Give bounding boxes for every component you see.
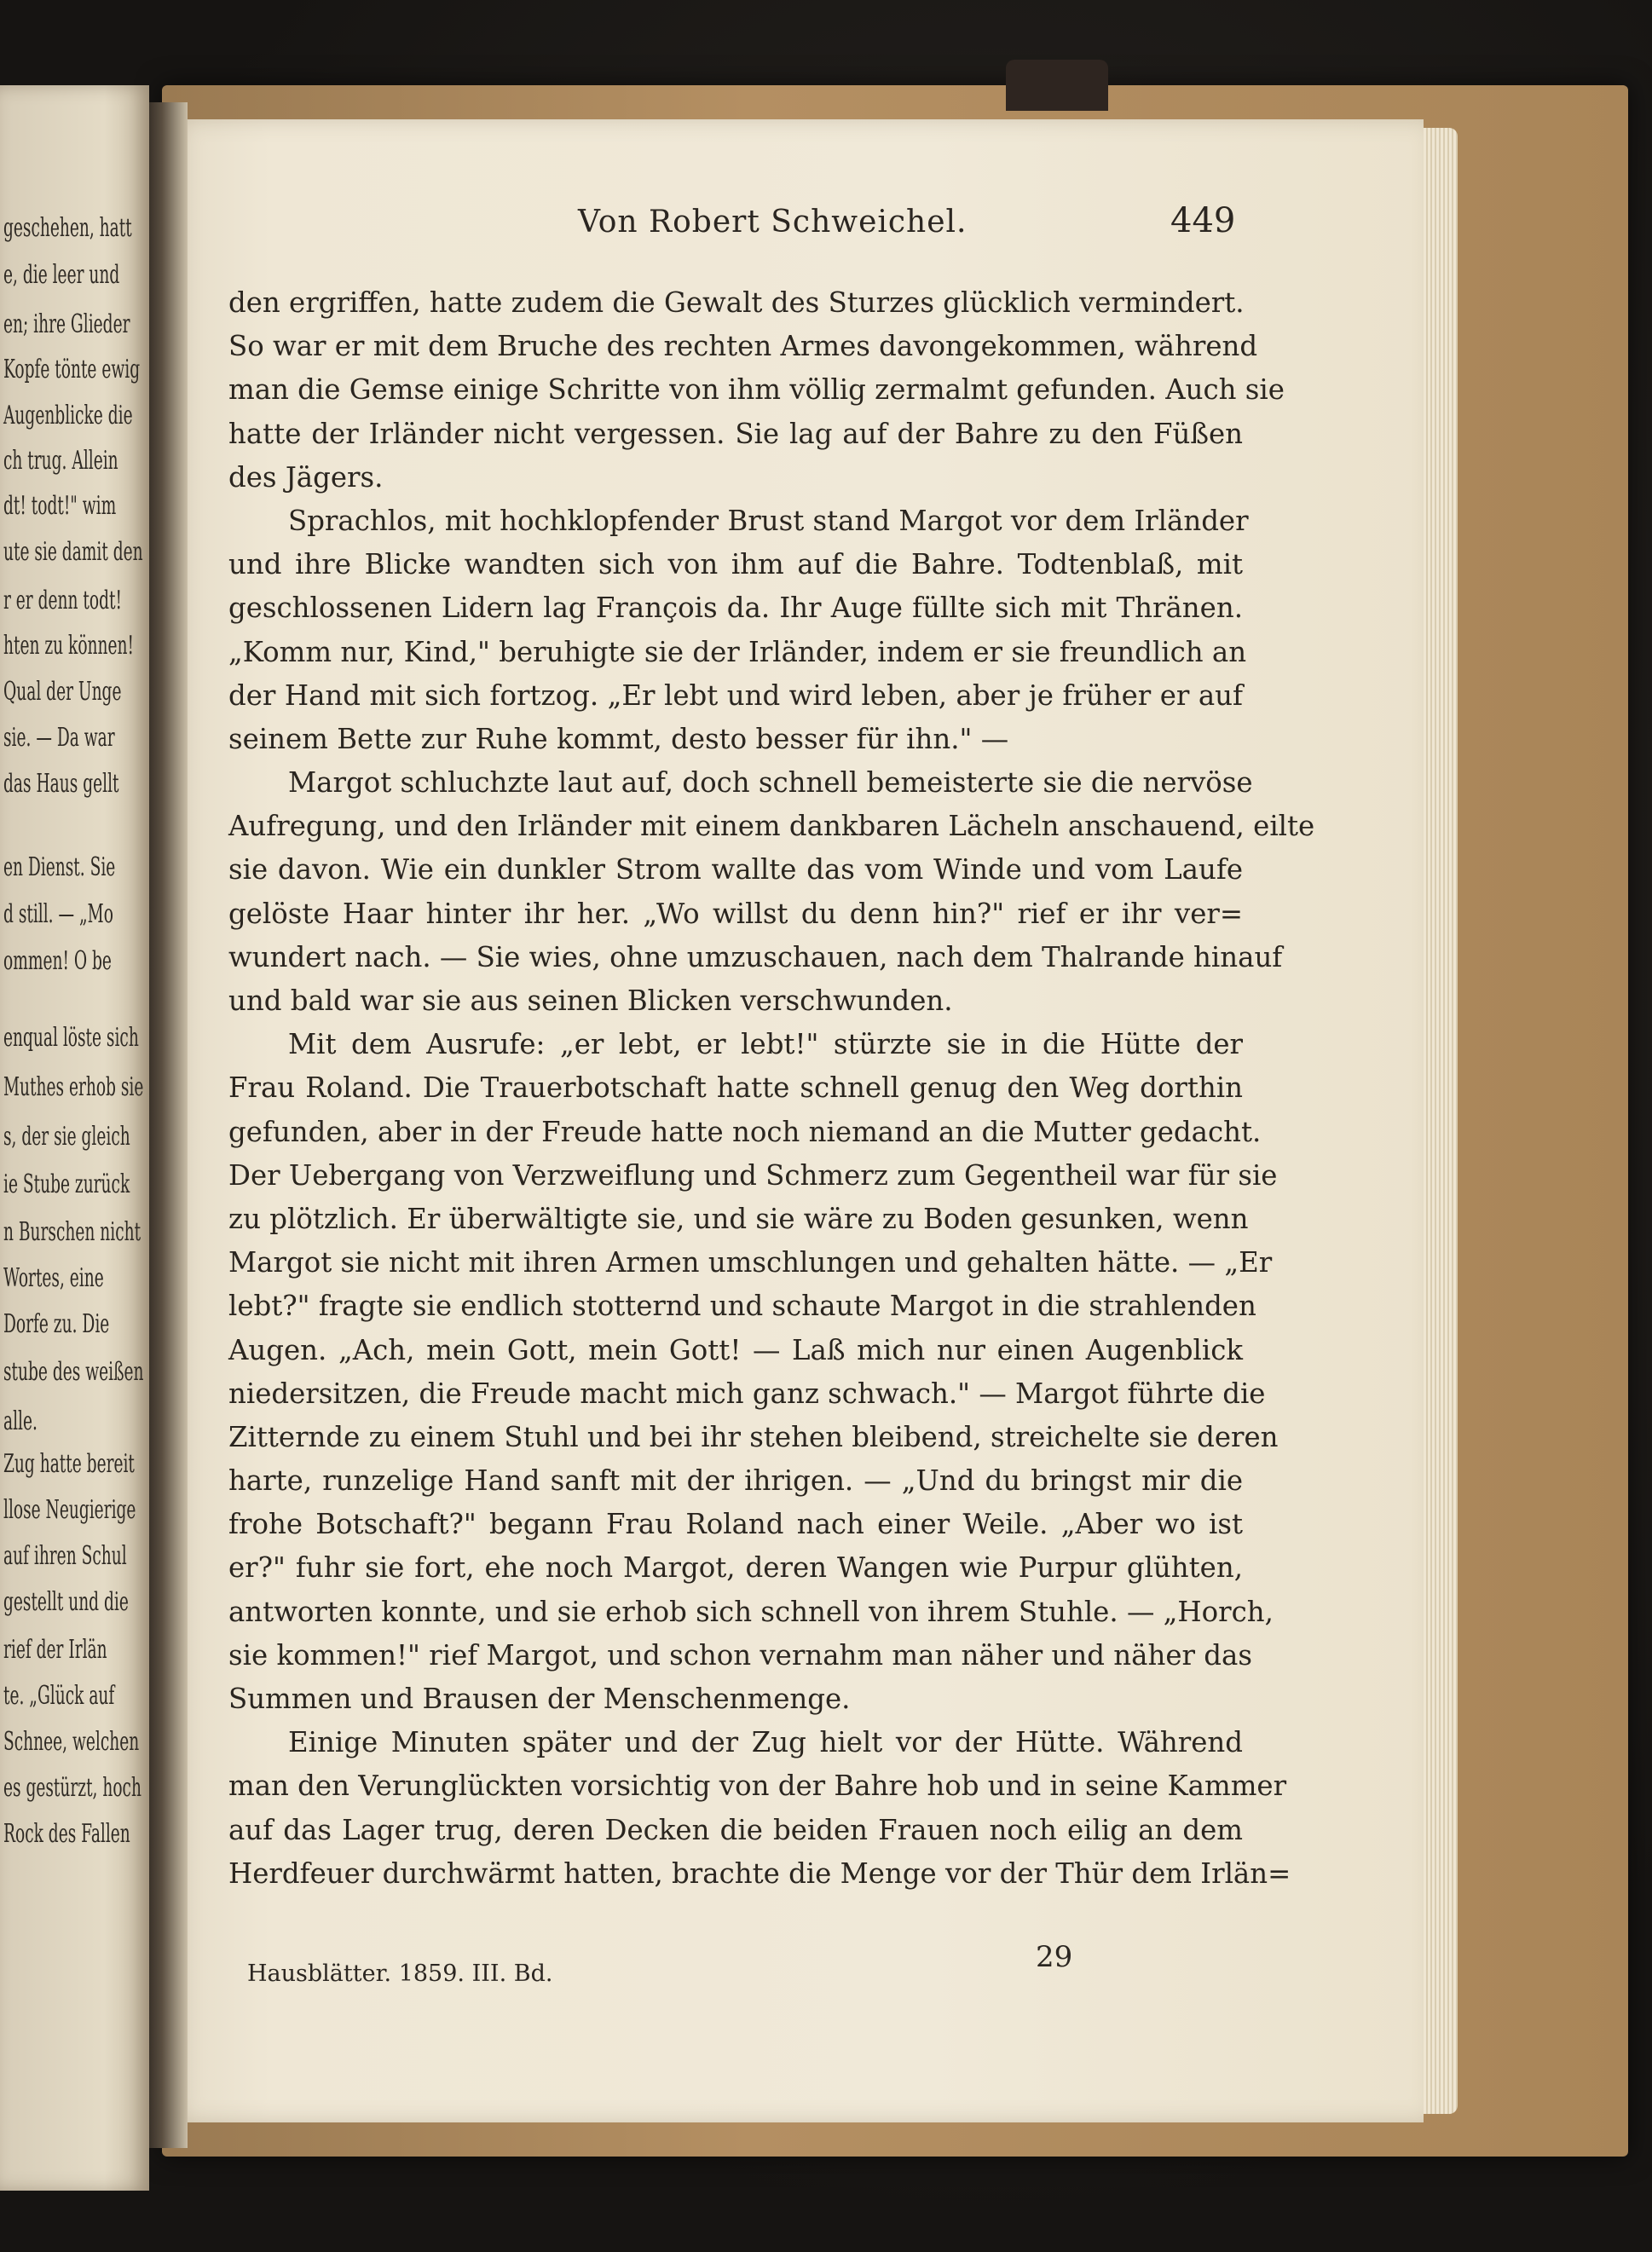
left-page-fragment: ie Stube zurück: [3, 1169, 130, 1199]
signature-mark: 29: [1036, 1940, 1073, 1974]
left-page-fragment: ommen! O be: [3, 946, 112, 976]
text-line: den ergriffen, hatte zudem die Gewalt des Sturzes glücklich vermindert.: [228, 286, 1245, 319]
text-line: Der Uebergang von Verzweiflung und Schmerz zum Gegentheil war für sie: [228, 1158, 1278, 1192]
text-line: geschlossenen Lidern lag François da. Ihr Auge füllte sich mit Thränen.: [228, 592, 1243, 625]
left-page-fragment: Wortes, eine: [3, 1263, 104, 1293]
text-line: und bald war sie aus seinen Blicken verschwunden.: [228, 985, 953, 1017]
left-page-fragment: enqual löste sich: [3, 1023, 139, 1053]
left-page-fragment: Schnee, welchen: [3, 1727, 140, 1757]
left-page-fragment: das Haus gellt: [3, 769, 119, 799]
left-page-fragment: Rock des Fallen: [3, 1819, 130, 1849]
text-line: seinem Bette zur Ruhe kommt, desto besser für ihn." —: [228, 722, 1009, 755]
publication-line: Hausblätter. 1859. III. Bd.: [247, 1960, 553, 1987]
text-line: und ihre Blicke wandten sich von ihm auf die Bahre. Todtenblaß, mit: [228, 548, 1243, 581]
left-page-fragment: r er denn todt!: [3, 586, 122, 615]
text-line: Aufregung, und den Irländer mit einem dankbaren Lächeln anschauend, eilte: [228, 810, 1315, 843]
body-text: [228, 281, 1315, 1896]
left-page-fragment: Qual der Unge: [3, 677, 122, 707]
left-page-fragment: dt! todt!" wim: [3, 491, 117, 521]
left-page-fragment: Muthes erhob sie: [3, 1072, 144, 1102]
text-line: Augen. „Ach, mein Gott, mein Gott! — Laß mich nur einen Augenblick: [228, 1333, 1243, 1366]
text-line: lebt?" fragte sie endlich stotternd und schaute Margot in die strahlenden: [228, 1290, 1256, 1323]
running-title: Von Robert Schweichel.: [578, 205, 968, 240]
text-line: hatte der Irländer nicht vergessen. Sie lag auf der Bahre zu den Füßen: [228, 417, 1243, 450]
left-page-fragment: Dorfe zu. Die: [3, 1309, 110, 1339]
text-line: wundert nach. — Sie wies, ohne umzuschauen, nach dem Thalrande hinauf: [228, 940, 1283, 973]
left-page-fragment: llose Neugierige: [3, 1495, 136, 1525]
left-page-fragment: es gestürzt, hoch: [3, 1773, 142, 1803]
text-line: sie davon. Wie ein dunkler Strom wallte das vom Winde und vom Laufe: [228, 853, 1243, 886]
text-line: niedersitzen, die Freude macht mich ganz schwach." — Margot führte die: [228, 1377, 1266, 1410]
text-line: man die Gemse einige Schritte von ihm völlig zermalmt gefunden. Auch sie: [228, 373, 1285, 407]
left-page-fragment: sie. — Da war: [3, 723, 115, 753]
left-page-fragment: ute sie damit den: [3, 537, 143, 567]
page-header: [237, 201, 1236, 256]
text-line: Zitternde zu einem Stuhl und bei ihr stehen bleibend, streichelte sie deren: [228, 1420, 1279, 1453]
left-page-fragment: auf ihren Schul: [3, 1541, 127, 1571]
text-line: gelöste Haar hinter ihr her. „Wo willst du denn hin?" rief er ihr ver=: [228, 897, 1243, 930]
text-line: Frau Roland. Die Trauerbotschaft hatte schnell genug den Weg dorthin: [228, 1071, 1243, 1105]
text-line: So war er mit dem Bruche des rechten Armes davongekommen, während: [228, 330, 1258, 363]
text-line: des Jägers.: [228, 460, 384, 494]
left-page-fragment: ch trug. Allein: [3, 446, 118, 476]
left-page-fragment: Kopfe tönte ewig: [3, 355, 141, 384]
left-page: [0, 85, 149, 2191]
text-line: der Hand mit sich fortzog. „Er lebt und wird leben, aber je früher er auf: [228, 678, 1243, 712]
left-page-fragment: hten zu können!: [3, 631, 134, 661]
text-line: er?" fuhr sie fort, ehe noch Margot, deren Wangen wie Purpur glühten,: [228, 1551, 1243, 1585]
text-line: antworten konnte, und sie erhob sich schnell von ihrem Stuhle. — „Horch,: [228, 1595, 1274, 1628]
left-page-fragment: te. „Glück auf: [3, 1681, 115, 1711]
left-page-fragment: rief der Irlän: [3, 1635, 107, 1665]
left-page-fragment: gestellt und die: [3, 1587, 129, 1617]
page-footer: [247, 1940, 1245, 2012]
text-line: auf das Lager trug, deren Decken die beiden Frauen noch eilig an dem: [228, 1813, 1243, 1846]
left-page-fragment: alle.: [3, 1406, 38, 1436]
text-line: Summen und Brausen der Menschenmenge.: [228, 1683, 851, 1715]
left-page-fragment: geschehen, hatt: [3, 213, 132, 243]
left-page-fragment: en; ihre Glieder: [3, 309, 130, 339]
left-page-fragment: s, der sie gleich: [3, 1122, 130, 1152]
left-page-fragment: en Dienst. Sie: [3, 852, 116, 882]
text-line: „Komm nur, Kind," beruhigte sie der Irländer, indem er sie freundlich an: [228, 635, 1247, 668]
text-line: Margot sie nicht mit ihren Armen umschlungen und gehalten hätte. — „Er: [228, 1246, 1273, 1279]
text-line: Sprachlos, mit hochklopfender Brust stand Margot vor dem Irländer: [288, 504, 1249, 537]
text-line: Mit dem Ausrufe: „er lebt, er lebt!" stürzte sie in die Hütte der: [288, 1028, 1243, 1061]
text-line: Margot schluchzte laut auf, doch schnell bemeisterte sie die nervöse: [288, 766, 1253, 800]
left-page-fragment: d still. — „Mo: [3, 899, 113, 929]
text-line: zu plötzlich. Er überwältigte sie, und sie wäre zu Boden gesunken, wenn: [228, 1202, 1249, 1235]
left-page-fragment: n Burschen nicht: [3, 1217, 142, 1247]
left-page-fragment: Zug hatte bereit: [3, 1449, 135, 1479]
spine-tab: [1006, 60, 1108, 111]
left-page-fragment: stube des weißen: [3, 1357, 144, 1387]
left-page-fragment: Augenblicke die: [3, 401, 133, 430]
text-line: gefunden, aber in der Freude hatte noch niemand an die Mutter gedacht.: [228, 1115, 1262, 1148]
text-line: frohe Botschaft?" begann Frau Roland nach einer Weile. „Aber wo ist: [228, 1508, 1243, 1541]
text-line: man den Verunglückten vorsichtig von der Bahre hob und in seine Kammer: [228, 1770, 1287, 1803]
text-line: harte, runzelige Hand sanft mit der ihrigen. — „Und du bringst mir die: [228, 1464, 1243, 1498]
text-line: Einige Minuten später und der Zug hielt vor der Hütte. Während: [288, 1726, 1243, 1759]
page-number: 449: [1170, 201, 1236, 240]
text-line: sie kommen!" rief Margot, und schon vernahm man näher und näher das: [228, 1638, 1252, 1672]
left-page-fragment: e, die leer und: [3, 260, 120, 290]
text-line: Herdfeuer durchwärmt hatten, brachte die Menge vor der Thür dem Irlän=: [228, 1856, 1291, 1890]
